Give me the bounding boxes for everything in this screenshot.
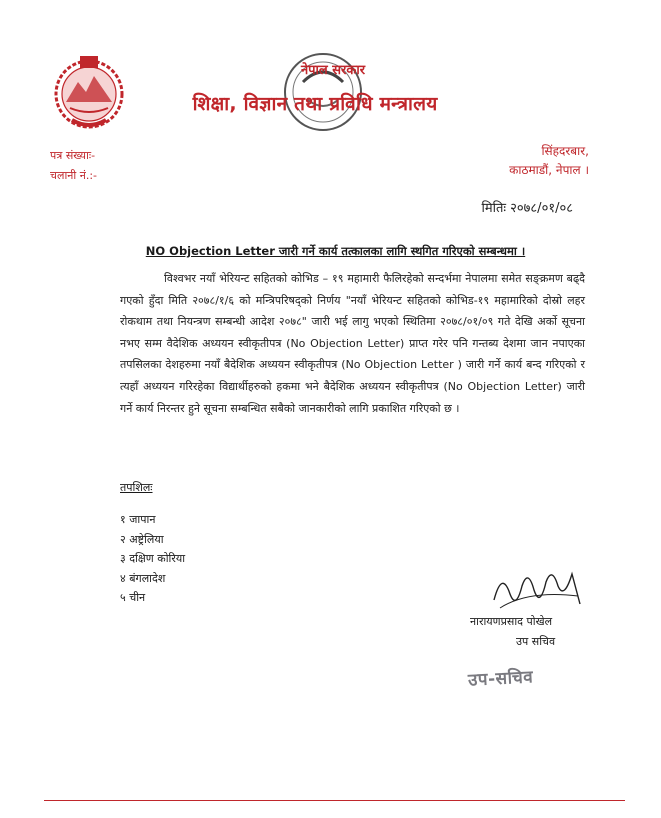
letter-body: विश्वभर नयाँ भेरियन्ट सहितको कोभिड – १९ महामारी फैलिरहेको सन्दर्भमा नेपालमा समेत सङ्क्रमण बढ्दै गएको हुँदा मिति २०७८/१/६ को मन्त्रिपरिषद्को निर्णय "नयाँ भेरियन्ट सहितको कोभिड-१९ महामारिको दोस्रो लहर रोकथाम तथा नियन्त्रण सम्बन्धी आदेश २०७८" जारी भई लागु भएको स्थितिमा २०७८/०१/०९ गते देखि अर्को सूचना नभए सम्म वैदेशिक अध्ययन स्वीकृतीपत्र (No Objection Letter) प्राप्त गरेर पनि गन्तब्य देशमा जान नपाएका तपसिलका देशहरुमा नयाँ बैदेशिक अध्ययन स्वीकृतीपत्र (No Objection Letter ) जारी गर्ने कार्य बन्द गरिएको र त्यहाँ अध्ययन गरिरहेका विद्यार्थीहरुको हकमा भने बैदेशिक अध्ययन स्वीकृतीपत्र (No Objection Letter) जारी गर्ने कार्य निरन्तर हुने सूचना सम्बन्धित सबैको जानकारीको लागि प्रकाशित गरिएको छ । [120,272,585,415]
list-item: २ अष्ट्रेलिया [120,532,164,546]
letter-subject: NO Objection Letter जारी गर्ने कार्य तत्कालका लागि स्थगित गरिएको सम्बन्धमा । [145,244,526,258]
signatory-name: नारायणप्रसाद पोखेल [470,615,553,628]
letter-number-label: पत्र संख्याः- [50,149,96,162]
country-list [120,510,185,608]
reference-block [50,146,97,186]
designation-stamp: उप-सचिव [467,667,534,691]
signature-icon [488,560,588,618]
address-line-1: सिंहदरबार, [541,144,589,158]
list-item: ३ दक्षिण कोरिया [120,552,186,565]
letter-date: मितिः २०७८/०१/०८ [481,201,573,216]
government-title: नेपाल सरकार [300,63,366,78]
dispatch-number-label: चलानी नं.:- [50,169,98,182]
address-block [509,142,589,180]
address-line-2: काठमाडौं, नेपाल । [509,163,589,177]
list-item: ५ चीन [120,591,146,604]
list-item: ४ बंगलादेश [120,571,166,585]
ministry-name: शिक्षा, विज्ञान तथा प्रविधि मन्त्रालय [192,93,438,115]
signatory-title: उप सचिव [516,635,556,648]
list-item: १ जापान [120,513,156,526]
footer-divider [44,800,625,801]
details-title: तपशिलः [120,481,153,494]
nepal-emblem-icon [50,52,128,132]
